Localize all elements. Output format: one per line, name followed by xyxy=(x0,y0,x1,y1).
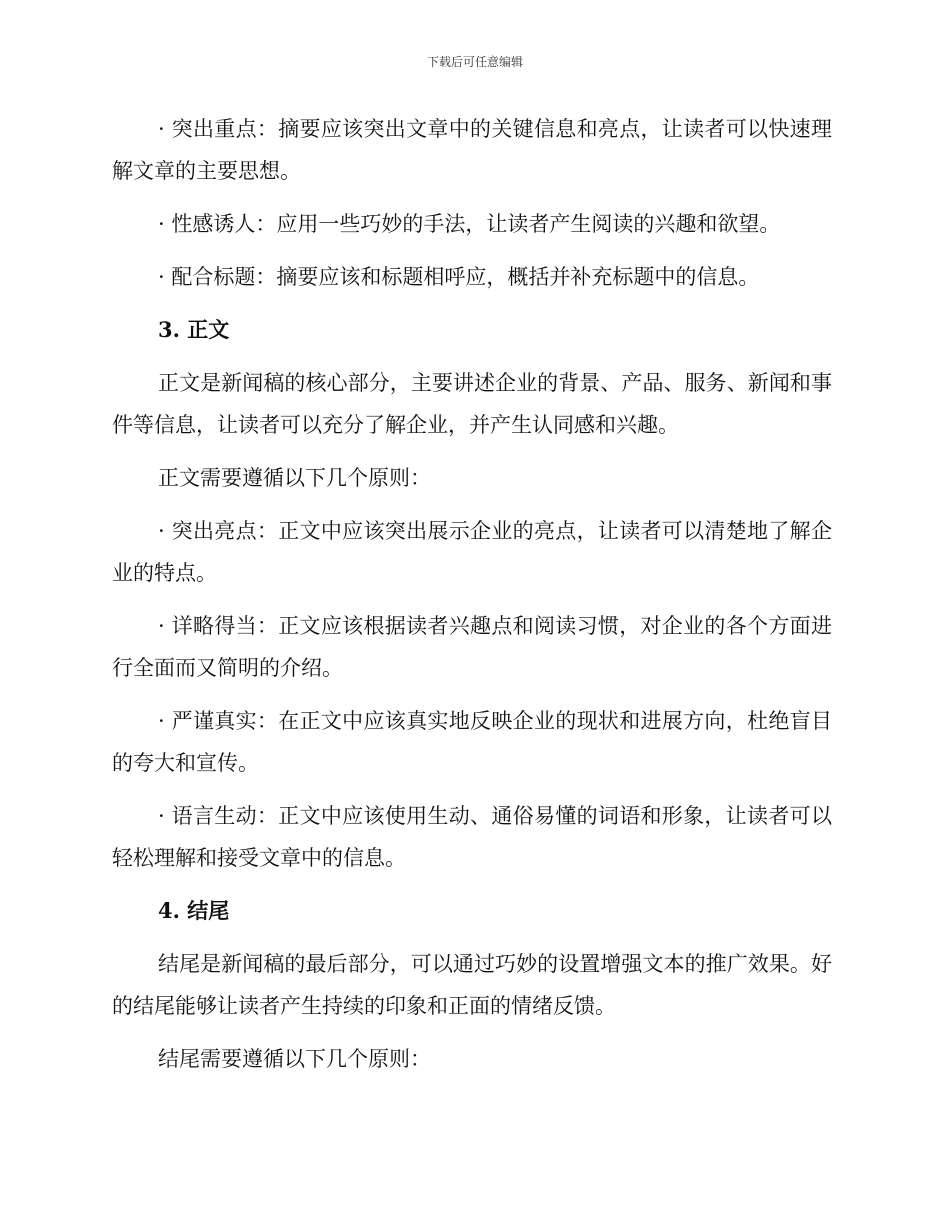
bullet-attractive: · 性感诱人：应用一些巧妙的手法，让读者产生阅读的兴趣和欲望。 xyxy=(158,212,781,236)
document-body xyxy=(112,108,832,1091)
bullet-rigorous-truth: · 严谨真实：在正文中应该真实地反映企业的现状和进展方向，杜绝盲目的夸大和宣传。 xyxy=(112,709,832,775)
bullet-match-title: · 配合标题：摘要应该和标题相呼应，概括并补充标题中的信息。 xyxy=(158,265,760,289)
bullet-appropriate-detail: · 详略得当：正文应该根据读者兴趣点和阅读习惯，对企业的各个方面进行全面而又简明的介绍。 xyxy=(112,614,832,680)
bullet-highlight-strengths: · 突出亮点：正文中应该突出展示企业的亮点，让读者可以清楚地了解企业的特点。 xyxy=(112,519,832,585)
bullet-vivid-language: · 语言生动：正文中应该使用生动、通俗易懂的词语和形象，让读者可以轻松理解和接受文章中的信息。 xyxy=(112,804,832,870)
bullet-highlight-key-points: · 突出重点：摘要应该突出文章中的关键信息和亮点，让读者可以快速理解文章的主要思想。 xyxy=(112,117,832,183)
section-heading-body: 3. 正文 xyxy=(158,317,230,342)
page-header: 下载后可任意编辑 xyxy=(426,55,523,69)
body-principles-paragraph: 正文需要遵循以下几个原则： xyxy=(158,466,431,490)
section-heading-ending: 4. 结尾 xyxy=(158,898,230,923)
ending-intro-paragraph: 结尾是新闻稿的最后部分，可以通过巧妙的设置增强文本的推广效果。好的结尾能够让读者产生持续的印象和正面的情绪反馈。 xyxy=(112,952,832,1018)
ending-principles-paragraph: 结尾需要遵循以下几个原则： xyxy=(158,1047,431,1071)
body-intro-paragraph: 正文是新闻稿的核心部分，主要讲述企业的背景、产品、服务、新闻和事件等信息，让读者可以充分了解企业，并产生认同感和兴趣。 xyxy=(112,371,832,437)
